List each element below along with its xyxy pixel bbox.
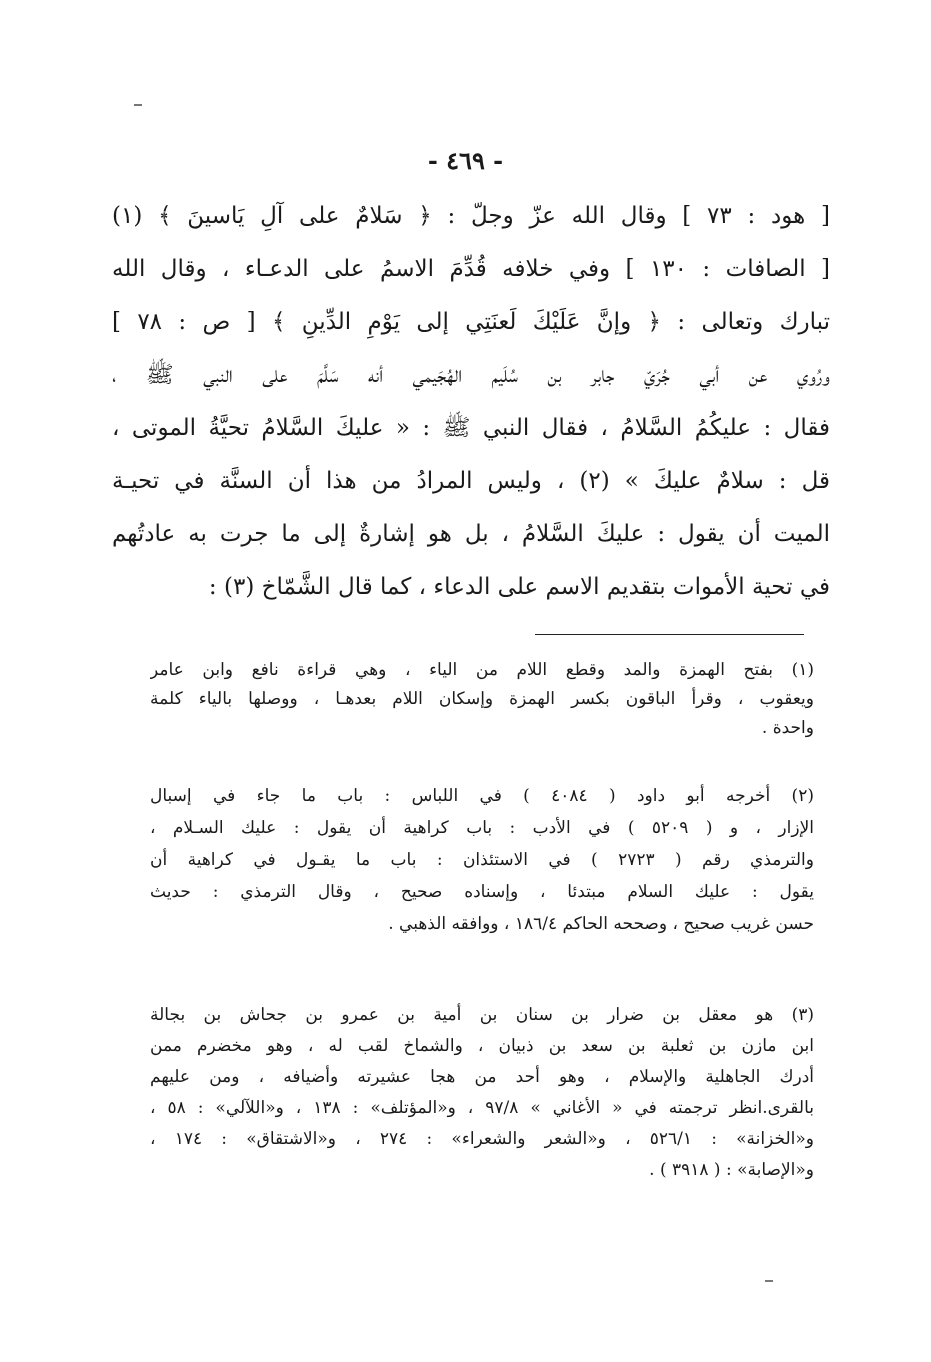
footnote-line: واحدة . [761,718,814,738]
footnote-line: ابن مازن بن ثعلبة بن سعد بن ذبيان ، والشماخ لقب له ، وهو مخضرم ممن [150,1036,814,1056]
footnote-line: (٣) هو معقل بن ضرار بن سنان بن أمية بن عمرو بن جحاش بن بجالة [150,1005,814,1025]
footnote-line: (١) بفتح الهمزة والمد وقطع اللام من الياء ، وهي قراءة نافع وابن عامر [150,660,814,680]
main-text-line: تبارك وتعالى : ﴿ وإنَّ عَلَيْكَ لَعنَتِي إلى يَوْمِ الدِّينِ ﴾ [ ص : ٧٨ ] [112,309,830,335]
page-number: - ٤٦٩ - [427,146,504,175]
scan-speck [134,104,142,106]
main-text-line: [ هود : ٧٣ ] وقال الله عزّ وجلّ : ﴿ سَلامٌ على آلِ يَاسينَ ﴾ (١) [112,203,830,229]
footnote-line: ويعقوب ، وقرأ الباقون بكسر الهمزة وإسكان اللام بعدهـا ، ووصلها بالياء كلمة [150,689,814,709]
footnote-line: حسن غريب صحيح ، وصححه الحاكم ١٨٦/٤ ، ووافقه الذهبي . [388,914,814,934]
footnote-line: يقول : عليك السلام مبتدئا ، وإسناده صحيح ، وقال الترمذي : حديث [150,882,814,902]
footnote-2 [150,780,814,940]
footnote-separator [535,634,804,635]
main-text-line: في تحية الأموات بتقديم الاسم على الدعاء ، كما قال الشَّمّاخ (٣) : [208,574,830,600]
footnote-line: بالقرى.انظر ترجمته في « الأغاني » ٩٧/٨ ، و«المؤتلف» : ١٣٨ ، و«اللآلي» : ٥٨ ، [150,1098,814,1118]
main-text-line: ورُوي عن أبي جُرَيّ جابر بن سُلَيم الهُجَيمي أنه سَلَّمَ على النبي ﷺ ، [112,362,830,388]
scan-speck [765,1280,773,1282]
footnote-line: والترمذي رقم ( ٢٧٢٣ ) في الاستئذان : باب ما يقـول في كراهية أن [150,850,814,870]
footnote-line: الإزار ، و ( ٥٢٠٩ ) في الأدب : باب كراهية أن يقول : عليك السـلام ، [150,818,814,838]
footnote-line: أدرك الجاهلية والإسلام ، وهو أحد من هجا عشيرته وأضيافه ، ومن عليهم [150,1067,814,1087]
footnote-line: و«الخزانة» : ٥٢٦/١ ، و«الشعر والشعراء» : ٢٧٤ ، و«الاشتقاق» : ١٧٤ ، [150,1129,814,1149]
main-text-line: قل : سلامٌ عليكَ » (٢) ، وليس المرادُ من هذا أن السنَّة في تحيـة [112,468,830,494]
main-text-line: فقال : عليكُمُ السَّلامُ ، فقال النبي ﷺ : « عليكَ السَّلامُ تحيَّةُ الموتى ، [112,415,830,441]
footnote-1 [150,656,814,743]
footnote-line: (٢) أخرجه أبو داود ( ٤٠٨٤ ) في اللباس : باب ما جاء في إسبال [150,786,814,806]
main-text [112,190,830,614]
footnote-3 [150,1000,814,1186]
main-text-line: [ الصافات : ١٣٠ ] وفي خلافه قُدِّمَ الاسمُ على الدعـاء ، وقال الله [112,256,830,282]
main-text-line: الميت أن يقول : عليكَ السَّلامُ ، بل هو إشارةٌ إلى ما جرت به عادتُهم [112,521,830,547]
footnote-line: و«الإصابة» : ( ٣٩١٨ ) . [649,1160,814,1180]
